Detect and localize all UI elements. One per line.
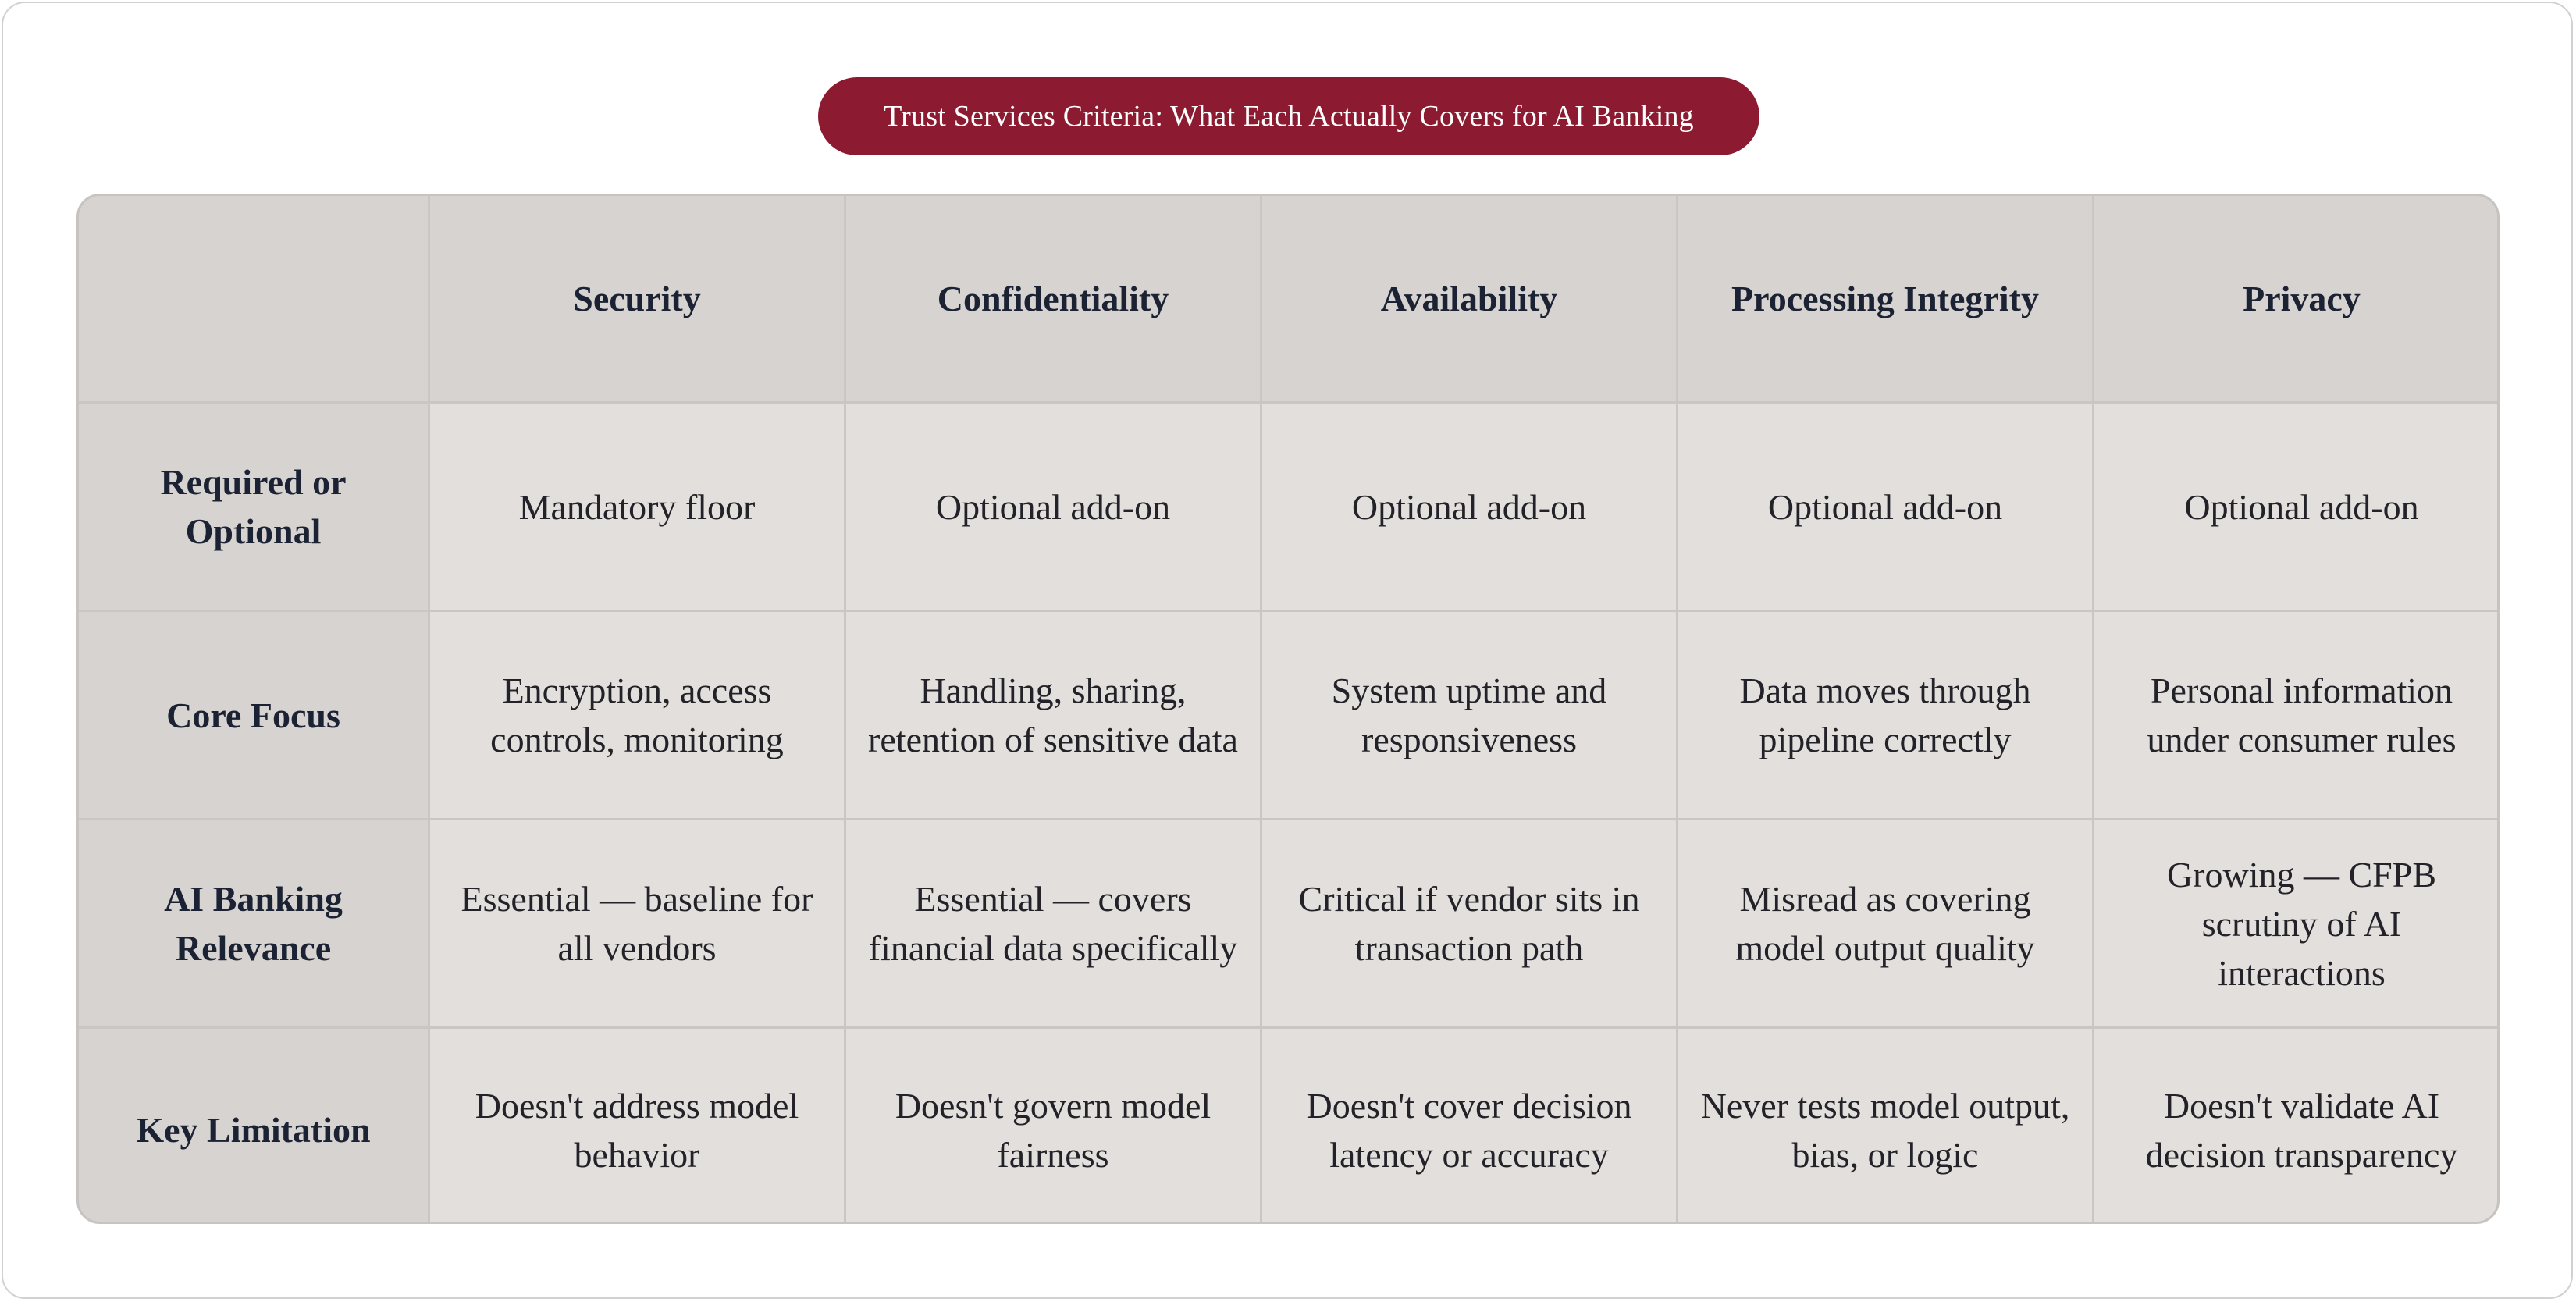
table-cell: Mandatory floor	[430, 404, 844, 610]
row-header-key-limitation: Key Limitation	[79, 1029, 428, 1224]
criteria-table	[76, 194, 2500, 1224]
table-cell: Never tests model output, bias, or logic	[1678, 1029, 2092, 1224]
table-cell: Personal information under consumer rules	[2094, 612, 2500, 818]
table-cell: Optional add-on	[2094, 404, 2500, 610]
table-corner	[79, 196, 428, 401]
table-cell: Doesn't cover decision latency or accuracy	[1262, 1029, 1676, 1224]
column-header-confidentiality: Confidentiality	[846, 196, 1260, 401]
page-title: Trust Services Criteria: What Each Actually Covers for AI Banking	[818, 77, 1759, 155]
table-cell: Optional add-on	[846, 404, 1260, 610]
column-header-availability: Availability	[1262, 196, 1676, 401]
row-header-ai-banking-relevance: AI Banking Relevance	[79, 820, 428, 1026]
table-cell: Doesn't address model behavior	[430, 1029, 844, 1224]
table-cell: Encryption, access controls, monitoring	[430, 612, 844, 818]
table-cell: Misread as covering model output quality	[1678, 820, 2092, 1026]
table-cell: Critical if vendor sits in transaction path	[1262, 820, 1676, 1026]
table-cell: Essential — covers financial data specifically	[846, 820, 1260, 1026]
table-cell: Handling, sharing, retention of sensitive data	[846, 612, 1260, 818]
column-header-security: Security	[430, 196, 844, 401]
table-cell: Doesn't govern model fairness	[846, 1029, 1260, 1224]
table-cell: Growing — CFPB scrutiny of AI interactions	[2094, 820, 2500, 1026]
table-cell: Optional add-on	[1262, 404, 1676, 610]
table-cell: Data moves through pipeline correctly	[1678, 612, 2092, 818]
column-header-processing-integrity: Processing Integrity	[1678, 196, 2092, 401]
table-cell: Optional add-on	[1678, 404, 2092, 610]
table-cell: System uptime and responsiveness	[1262, 612, 1676, 818]
row-header-required-or-optional: Required or Optional	[79, 404, 428, 610]
row-header-core-focus: Core Focus	[79, 612, 428, 818]
column-header-privacy: Privacy	[2094, 196, 2500, 401]
table-cell: Doesn't validate AI decision transparency	[2094, 1029, 2500, 1224]
table-cell: Essential — baseline for all vendors	[430, 820, 844, 1026]
